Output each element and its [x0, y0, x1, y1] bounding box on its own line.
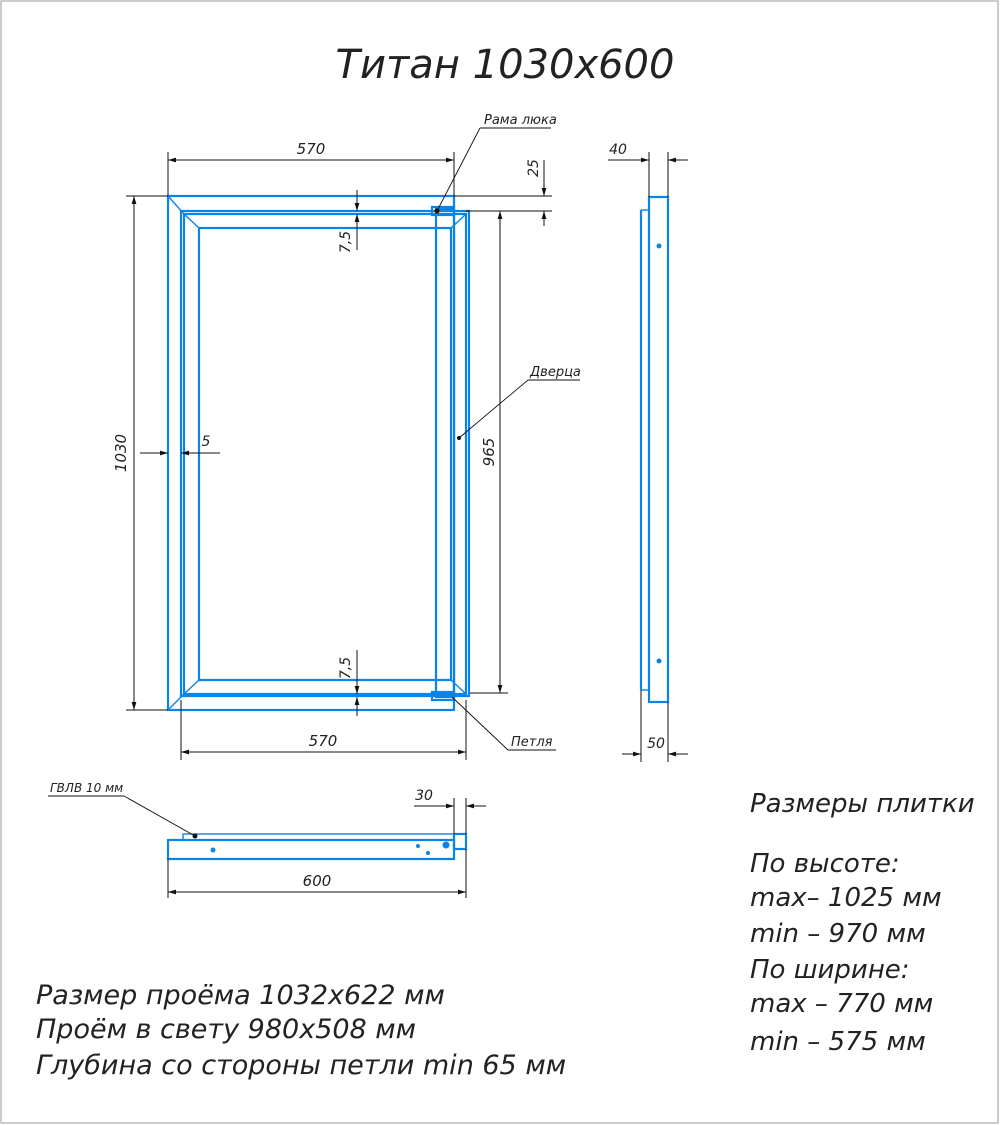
dim-gap-bottom [338, 650, 357, 716]
door-outer [184, 214, 466, 694]
dim-top-width-label: 570 [296, 140, 326, 158]
tile-heading: Размеры плитки [750, 789, 975, 819]
door-inner [199, 228, 451, 680]
dim-height-label: 1030 [112, 433, 130, 473]
tile-line-3: min – 970 мм [750, 919, 926, 949]
dim-gap-left-label: 5 [201, 434, 211, 450]
dim-top-width [168, 140, 454, 196]
dim-door-height-label: 965 [480, 437, 498, 467]
plan-point-4 [443, 842, 450, 849]
drawing-title: Титан 1030x600 [335, 42, 675, 88]
plan-point-2 [416, 844, 420, 848]
plan-hinge [454, 834, 466, 849]
dim-plan-offset [414, 788, 486, 834]
tile-line-5: max – 770 мм [750, 989, 934, 1019]
plan-view [168, 834, 466, 860]
dim-side-top-label: 40 [609, 142, 627, 158]
label-door: Дверца [530, 365, 581, 380]
frame-inner [181, 211, 469, 696]
notes-block [36, 980, 566, 1081]
leader-gvl [48, 781, 195, 836]
side-point-top [657, 244, 662, 249]
dim-frame-offset-label: 25 [526, 159, 542, 177]
note-2: Проём в свету 980x508 мм [36, 1014, 417, 1045]
dim-plan-width-label: 600 [302, 872, 332, 890]
dim-side-bottom [622, 690, 688, 762]
leader-door [459, 365, 581, 438]
tile-line-1: По высоте: [750, 849, 900, 879]
note-3: Глубина со стороны петли min 65 мм [36, 1050, 567, 1081]
tile-block [750, 789, 975, 1057]
dim-side-bottom-label: 50 [647, 736, 665, 752]
side-view [641, 197, 668, 702]
plan-point-1 [211, 848, 216, 853]
plan-point-3 [426, 851, 430, 855]
dim-bottom-width-label: 570 [308, 732, 338, 750]
label-hinge: Петля [511, 735, 553, 750]
leader-hinge [452, 697, 556, 750]
dim-door-height [470, 211, 508, 693]
dim-gap-bottom-label: 7,5 [338, 656, 354, 680]
dim-gap-top-label: 7,5 [338, 230, 354, 254]
tile-line-2: max– 1025 мм [750, 883, 942, 913]
label-gvl: ГВЛВ 10 мм [50, 781, 124, 795]
tile-line-4: По ширине: [750, 955, 910, 985]
dim-gap-top [338, 190, 357, 253]
dim-side-top [608, 142, 688, 197]
dim-plan-offset-label: 30 [415, 788, 433, 804]
side-body [649, 197, 668, 702]
label-frame: Рама люка [484, 113, 557, 128]
tile-line-6: min – 575 мм [750, 1027, 926, 1057]
side-point-bottom [657, 659, 662, 664]
note-1: Размер проёма 1032x622 мм [36, 980, 445, 1011]
dim-plan-width [168, 849, 466, 898]
